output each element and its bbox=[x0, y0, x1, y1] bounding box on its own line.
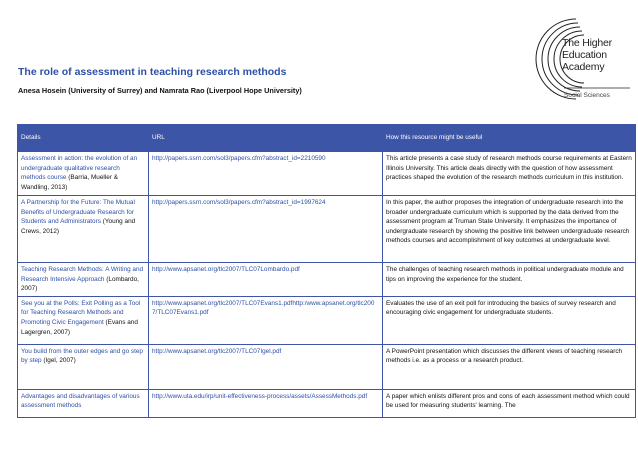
resource-title: See you at the Polls: Exit Polling as a Tool for Teaching Research Methods and Promoting Civic Engagement bbox=[21, 299, 141, 326]
authors-line: Anesa Hosein (University of Surrey) and Namrata Rao (Liverpool Hope University) bbox=[18, 86, 302, 95]
hea-logo-wordmark bbox=[562, 37, 632, 73]
logo-line-2: Education bbox=[562, 49, 607, 61]
resource-title: Advantages and disadvantages of various assessment methods bbox=[21, 392, 140, 410]
resource-url-link[interactable]: http://www.apsanet.org/tlc2007/TLC07Evans1.pdfhttp:/www.apsanet.org/tlc2007/TLC07Evans1.pdf bbox=[149, 296, 383, 344]
details-cell bbox=[18, 389, 149, 417]
resource-reference: (Evans and Lagergren, 2007) bbox=[21, 318, 138, 336]
column-header-usefulness: How this resource might be useful bbox=[383, 125, 636, 152]
resource-description: This article presents a case study of research methods course requirements at Eastern Illinois University. This article deals directly with the question of how assessment practices shaped the evolution of the research methods curriculum in this institution. bbox=[383, 152, 636, 196]
resource-url-link[interactable]: http://www.apsanet.org/tlc2007/TLC07Lombardo.pdf bbox=[149, 263, 383, 297]
details-cell bbox=[18, 296, 149, 344]
resource-reference: (Barria, Mueller & Wandling, 2013) bbox=[21, 174, 118, 191]
resources-table bbox=[17, 124, 636, 418]
page-title: The role of assessment in teaching research methods bbox=[18, 66, 287, 78]
details-cell bbox=[18, 344, 149, 389]
hea-logo bbox=[532, 14, 632, 106]
resource-url-link[interactable]: http://www.uta.edu/irp/unit-effectiveness-process/assets/AssessMethods.pdf bbox=[149, 389, 383, 417]
resource-description: A paper which enlists different pros and cons of each assessment method which could be used for measuring students' learning. The bbox=[383, 389, 636, 417]
details-cell bbox=[18, 152, 149, 196]
resource-description: A PowerPoint presentation which discusses the different views of teaching research methods i.e. as a process or a research product. bbox=[383, 344, 636, 389]
resource-description: The challenges of teaching research methods in political undergraduate module and tips on improving the experience for the student. bbox=[383, 263, 636, 297]
logo-line-3: Academy bbox=[562, 61, 605, 73]
resource-url-link[interactable]: http://papers.ssrn.com/sol3/papers.cfm?abstract_id=2210590 bbox=[149, 152, 383, 196]
resource-description: In this paper, the author proposes the integration of undergraduate research into the broader undergraduate curriculum which is supported by the data derived from the assessment program at Truman State University. It emphasizes the importance of undergraduate research by showing the positive link between undergraduate research methods courses and accomplishment of key outcomes at undergraduate level. bbox=[383, 196, 636, 263]
resource-description: Evaluates the use of an exit poll for introducing the basics of survey research and encouraging civic engagement for undergraduate students. bbox=[383, 296, 636, 344]
table-row bbox=[18, 152, 636, 196]
column-header-details: Details bbox=[18, 125, 149, 152]
resource-reference: (Lombardo, 2007) bbox=[21, 275, 139, 293]
resource-url-link[interactable]: http://www.apsanet.org/tlc2007/TLC07Igel.pdf bbox=[149, 344, 383, 389]
resource-url-link[interactable]: http://papers.ssrn.com/sol3/papers.cfm?abstract_id=1997624 bbox=[149, 196, 383, 263]
resource-title: You build from the outer edges and go step by step bbox=[21, 347, 143, 365]
resource-title: Teaching Research Methods: A Writing and Research Intensive Approach bbox=[21, 266, 144, 283]
details-cell bbox=[18, 196, 149, 263]
table-row bbox=[18, 263, 636, 297]
column-header-url: URL bbox=[149, 125, 383, 152]
table-header-row bbox=[18, 125, 636, 152]
table-row bbox=[18, 196, 636, 263]
table-row bbox=[18, 389, 636, 417]
logo-subtitle: Social Sciences bbox=[564, 92, 610, 99]
table-row bbox=[18, 296, 636, 344]
resource-reference: (Igel, 2007) bbox=[43, 357, 76, 365]
resource-reference: (Young and Crews, 2012) bbox=[21, 218, 136, 235]
details-cell bbox=[18, 263, 149, 297]
resource-title: Assessment in action: the evolution of an undergraduate qualitative research methods course bbox=[21, 155, 138, 182]
resource-title: A Partnership for the Future: The Mutual Benefits of Undergraduate Research for Students and Administrators bbox=[21, 199, 135, 226]
logo-line-1: The Higher bbox=[562, 37, 612, 49]
table-row bbox=[18, 344, 636, 389]
